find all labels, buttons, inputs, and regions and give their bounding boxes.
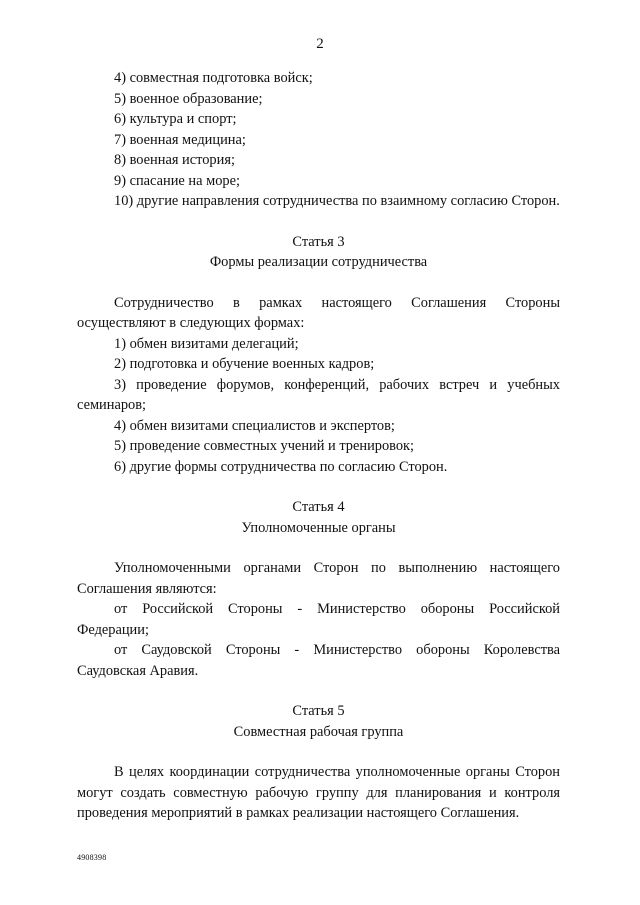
list-item: 6) другие формы сотрудничества по согласию Сторон.: [114, 458, 448, 475]
list-item: 3) проведение форумов, конференций, рабочих встреч и учебных семинаров;: [77, 376, 560, 413]
list-item: 6) культура и спорт;: [114, 111, 237, 127]
article-4-title: Статья 4: [292, 499, 345, 515]
article-4-subtitle: Уполномоченные органы: [241, 519, 396, 536]
article-5-subtitle: Совместная рабочая группа: [233, 723, 404, 740]
list-item: от Саудовской Стороны - Министерство обороны Королевства Саудовская Аравия.: [77, 642, 560, 679]
document-body: [77, 68, 560, 824]
list-item: 4) совместная подготовка войск;: [114, 70, 313, 86]
list-item: 1) обмен визитами делегаций;: [114, 335, 299, 352]
list-item: 8) военная история;: [114, 152, 235, 168]
list-item: 5) проведение совместных учений и тренировок;: [114, 438, 415, 454]
article-5-text: В целях координации сотрудничества уполномоченные органы Сторон могут создать совместную рабочую группу для планирования и контроля проведения мероприятий в рамках реализации настоящего Соглашения.: [77, 764, 560, 821]
footer-code: 4908398: [77, 853, 107, 862]
list-item: 9) спасание на море;: [114, 172, 240, 189]
list-item: 10) другие направления сотрудничества по взаимному согласию Сторон.: [114, 193, 560, 209]
list-item: 2) подготовка и обучение военных кадров;: [114, 356, 375, 372]
article-3-title: Статья 3: [292, 233, 345, 250]
page-number: 2: [316, 36, 324, 52]
article-4-intro: Уполномоченными органами Сторон по выполнению настоящего Соглашения являются:: [77, 560, 560, 597]
list-item: 5) военное образование;: [114, 90, 263, 107]
list-item: от Российской Стороны - Министерство обороны Российской Федерации;: [77, 601, 560, 638]
article-5-title: Статья 5: [292, 703, 345, 719]
article-3-intro: Сотрудничество в рамках настоящего Соглашения Стороны осуществляют в следующих формах:: [77, 294, 560, 331]
article-3-subtitle: Формы реализации сотрудничества: [209, 254, 428, 270]
list-item: 4) обмен визитами специалистов и экспертов;: [114, 417, 395, 434]
list-item: 7) военная медицина;: [114, 131, 246, 148]
